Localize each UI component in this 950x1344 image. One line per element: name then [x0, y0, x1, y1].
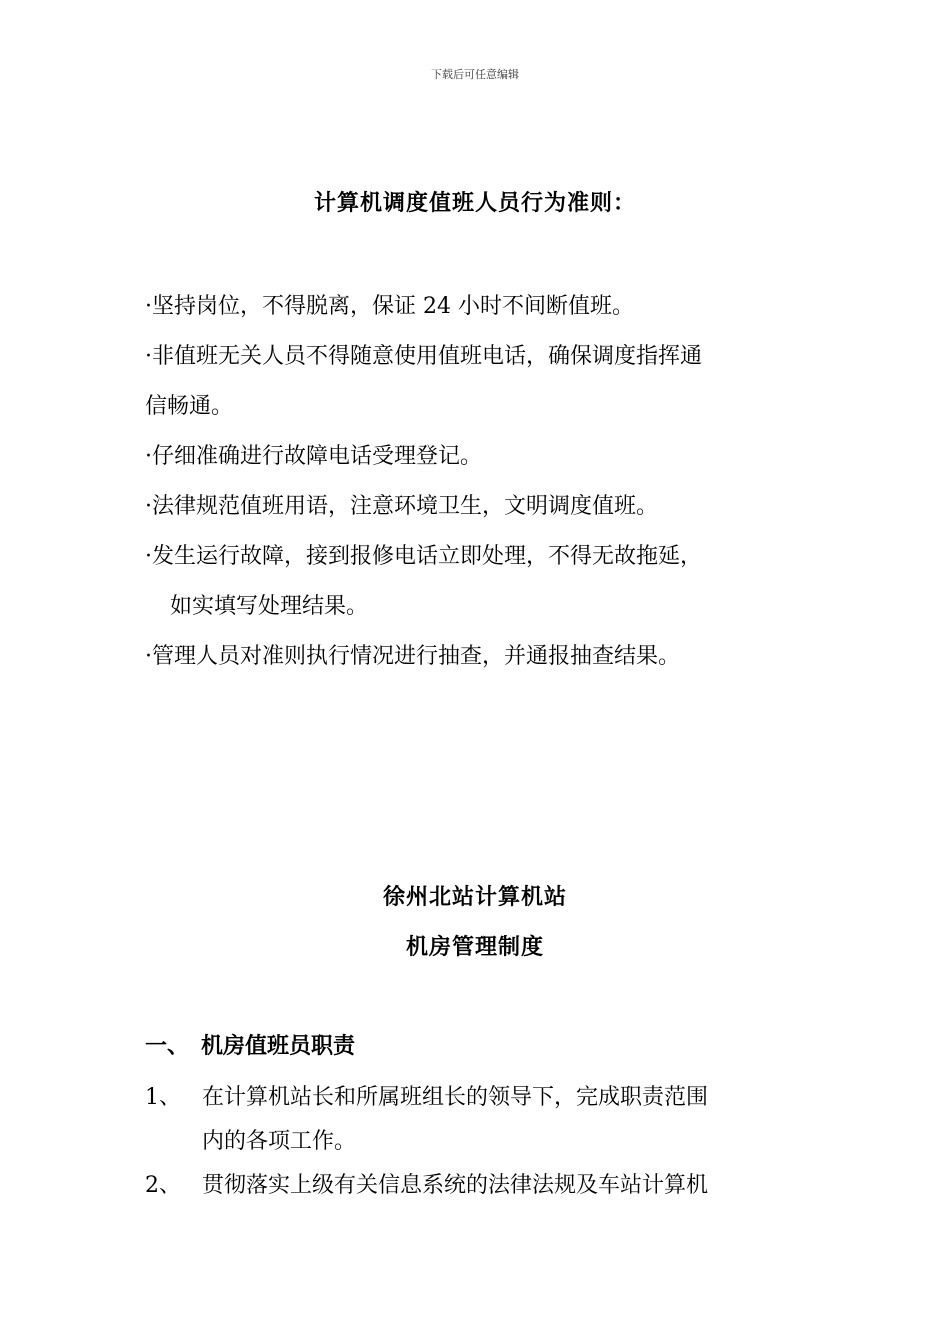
- section-heading: [145, 1030, 355, 1062]
- rule-item: [145, 632, 815, 682]
- rule-line: ·坚持岗位，不得脱离，保证 24 小时不间断值班。: [145, 294, 634, 319]
- duty-item: [145, 1076, 815, 1164]
- station-title: 徐州北站计算机站: [382, 884, 567, 910]
- rule-item: [145, 432, 815, 482]
- rule-item: [145, 282, 815, 332]
- duty-item: [145, 1164, 815, 1208]
- rule-line: 信畅通。: [145, 394, 234, 419]
- section-number: 一、: [145, 1033, 190, 1059]
- rule-line: ·法律规范值班用语，注意环境卫生，文明调度值班。: [145, 494, 658, 519]
- header-note: 下载后可任意编辑: [431, 68, 519, 81]
- rule-line: ·发生运行故障，接到报修电话立即处理，不得无故拖延，: [145, 544, 702, 569]
- duty-number: 1、: [145, 1085, 181, 1110]
- rule-item: [145, 482, 815, 532]
- regulation-title: 机房管理制度: [405, 934, 544, 960]
- rule-line: ·非值班无关人员不得随意使用值班电话，确保调度指挥通: [145, 344, 702, 369]
- conduct-rules-title: 计算机调度值班人员行为准则：: [313, 190, 636, 216]
- conduct-rules-list: [145, 282, 815, 682]
- rule-item: [145, 332, 815, 432]
- section-heading-text: 机房值班员职责: [201, 1033, 356, 1059]
- duty-line: 贯彻落实上级有关信息系统的法律法规及车站计算机: [202, 1173, 709, 1198]
- duty-line: 在计算机站长和所属班组长的领导下，完成职责范围: [202, 1085, 709, 1110]
- duty-number: 2、: [145, 1173, 181, 1198]
- rule-line: 如实填写处理结果。: [170, 594, 369, 619]
- rule-line: ·管理人员对准则执行情况进行抽查，并通报抽查结果。: [145, 644, 680, 669]
- duty-line: 内的各项工作。: [202, 1129, 357, 1154]
- duties-list: [145, 1076, 815, 1208]
- rule-line: ·仔细准确进行故障电话受理登记。: [145, 444, 482, 469]
- rule-item: [145, 532, 815, 632]
